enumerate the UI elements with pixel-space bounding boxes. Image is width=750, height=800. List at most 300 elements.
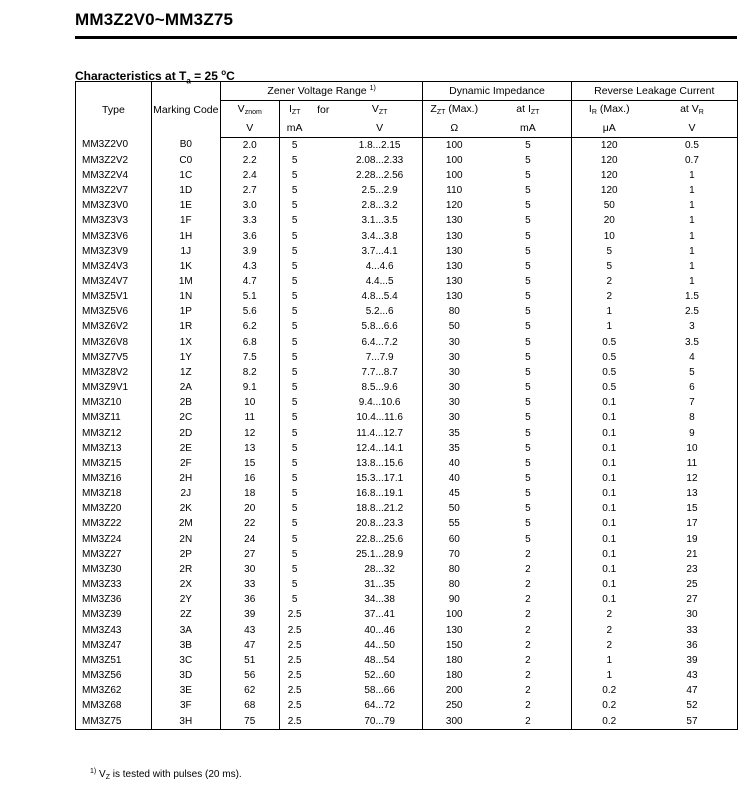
zzt-max-cell: 30 (423, 350, 485, 365)
izt-cell: 5 (279, 153, 310, 168)
table-row (76, 593, 738, 608)
type-cell: MM3Z56 (76, 668, 152, 683)
izt-cell: 5 (279, 396, 310, 411)
ir-max-cell: 0.1 (571, 593, 647, 608)
type-cell: MM3Z12 (76, 426, 152, 441)
izt-cell: 5 (279, 441, 310, 456)
at-vr-cell: 11 (647, 456, 738, 471)
vzt-range-cell: 48...54 (337, 653, 423, 668)
ir-max-cell: 0.2 (571, 684, 647, 699)
spacer-cell (310, 623, 337, 638)
table-row (76, 138, 738, 154)
footnote (90, 768, 242, 781)
marking-code-cell: 1P (151, 305, 220, 320)
at-vr-cell: 0.5 (647, 138, 738, 154)
characteristics-table (75, 81, 738, 730)
page-title: MM3Z2V0~MM3Z75 (75, 10, 234, 29)
table-row (76, 274, 738, 289)
spacer-cell (310, 335, 337, 350)
izt-cell: 5 (279, 335, 310, 350)
vz-nom-cell: 13 (220, 441, 279, 456)
at-vr-cell: 1 (647, 274, 738, 289)
marking-code-cell: 2Y (151, 593, 220, 608)
unit-vr: V (647, 119, 738, 138)
at-vr-cell: 1 (647, 259, 738, 274)
zzt-max-cell: 200 (423, 684, 485, 699)
ir-max-cell: 1 (571, 320, 647, 335)
ir-max-cell: 2 (571, 623, 647, 638)
spacer-cell (310, 714, 337, 730)
ir-max-cell: 0.1 (571, 502, 647, 517)
at-vr-cell: 2.5 (647, 305, 738, 320)
ir-max-cell: 2 (571, 274, 647, 289)
zzt-max-cell: 180 (423, 653, 485, 668)
marking-code-cell: 2X (151, 578, 220, 593)
marking-code-cell: 1R (151, 320, 220, 335)
type-cell: MM3Z75 (76, 714, 152, 730)
at-izt-cell: 2 (485, 653, 571, 668)
vzt-range-cell: 58...66 (337, 684, 423, 699)
ir-max-cell: 1 (571, 653, 647, 668)
ir-max-cell: 1 (571, 305, 647, 320)
table-row (76, 653, 738, 668)
vzt-range-cell: 52...60 (337, 668, 423, 683)
table-row (76, 456, 738, 471)
spacer-cell (310, 381, 337, 396)
at-izt-cell: 2 (485, 668, 571, 683)
spacer-cell (310, 638, 337, 653)
zzt-max-cell: 300 (423, 714, 485, 730)
vzt-range-cell: 8.5...9.6 (337, 381, 423, 396)
at-izt-cell: 5 (485, 532, 571, 547)
vz-nom-cell: 15 (220, 456, 279, 471)
vzt-range-cell: 10.4...11.6 (337, 411, 423, 426)
zzt-max-cell: 30 (423, 365, 485, 380)
ir-max-cell: 0.1 (571, 471, 647, 486)
ir-max-cell: 1 (571, 668, 647, 683)
marking-code-cell: 2M (151, 517, 220, 532)
at-izt-cell: 5 (485, 456, 571, 471)
table-row (76, 320, 738, 335)
table-row (76, 426, 738, 441)
vzt-range-cell: 13.8...15.6 (337, 456, 423, 471)
marking-code-cell: 1C (151, 168, 220, 183)
at-izt-cell: 5 (485, 411, 571, 426)
marking-code-cell: 2R (151, 562, 220, 577)
at-izt-cell: 5 (485, 517, 571, 532)
at-vr-cell: 39 (647, 653, 738, 668)
izt-cell: 2.5 (279, 638, 310, 653)
at-izt-cell: 5 (485, 350, 571, 365)
vz-nom-cell: 47 (220, 638, 279, 653)
type-cell: MM3Z15 (76, 456, 152, 471)
spacer-cell (310, 199, 337, 214)
zener-footnote-mark: 1) (369, 85, 376, 93)
at-vr-cell: 6 (647, 381, 738, 396)
vz-nom-cell: 56 (220, 668, 279, 683)
izt-cell: 5 (279, 381, 310, 396)
vz-nom-cell: 22 (220, 517, 279, 532)
type-cell: MM3Z6V2 (76, 320, 152, 335)
vz-nom-cell: 2.4 (220, 168, 279, 183)
vz-nom-cell: 24 (220, 532, 279, 547)
spacer-cell (310, 578, 337, 593)
table-row (76, 350, 738, 365)
izt-cell: 5 (279, 244, 310, 259)
heading-subscript: a (186, 76, 191, 86)
table-row (76, 290, 738, 305)
spacer-cell (310, 547, 337, 562)
table-row (76, 365, 738, 380)
zzt-max-cell: 30 (423, 335, 485, 350)
vzt-range-cell: 4.4...5 (337, 274, 423, 289)
type-cell: MM3Z6V8 (76, 335, 152, 350)
vzt-range-cell: 2.08...2.33 (337, 153, 423, 168)
type-cell: MM3Z4V7 (76, 274, 152, 289)
vzt-range-cell: 18.8...21.2 (337, 502, 423, 517)
at-vr-cell: 23 (647, 562, 738, 577)
table-row (76, 562, 738, 577)
izt-cell: 5 (279, 259, 310, 274)
spacer-cell (310, 305, 337, 320)
type-cell: MM3Z2V4 (76, 168, 152, 183)
vzt-range-cell: 31...35 (337, 578, 423, 593)
vzt-range-cell: 40...46 (337, 623, 423, 638)
marking-code-cell: B0 (151, 138, 220, 154)
ir-max-cell: 0.1 (571, 578, 647, 593)
zzt-max-cell: 45 (423, 487, 485, 502)
izt-cell: 2.5 (279, 623, 310, 638)
table-row (76, 259, 738, 274)
at-vr-cell: 3.5 (647, 335, 738, 350)
spacer-cell (310, 290, 337, 305)
izt-cell: 5 (279, 350, 310, 365)
vz-nom-cell: 9.1 (220, 381, 279, 396)
marking-code-cell: C0 (151, 153, 220, 168)
unit-vzt: V (337, 119, 423, 138)
vzt-range-cell: 5.8...6.6 (337, 320, 423, 335)
table-row (76, 396, 738, 411)
spacer-cell (310, 471, 337, 486)
table-row (76, 517, 738, 532)
spacer-cell (310, 593, 337, 608)
type-cell: MM3Z3V0 (76, 199, 152, 214)
at-izt-cell: 5 (485, 320, 571, 335)
zzt-max-cell: 100 (423, 153, 485, 168)
marking-code-cell: 2Z (151, 608, 220, 623)
izt-cell: 5 (279, 456, 310, 471)
marking-code-header: Marking Code (151, 82, 220, 138)
ir-max-cell: 0.1 (571, 487, 647, 502)
vzt-range-cell: 16.8...19.1 (337, 487, 423, 502)
zzt-max-cell: 80 (423, 305, 485, 320)
vzt-range-cell: 34...38 (337, 593, 423, 608)
ir-max-cell: 0.5 (571, 381, 647, 396)
vzt-range-cell: 11.4...12.7 (337, 426, 423, 441)
footnote-mark: 1) (90, 768, 97, 775)
at-vr-cell: 7 (647, 396, 738, 411)
zzt-max-cell: 100 (423, 138, 485, 154)
spacer-cell (310, 532, 337, 547)
spacer-cell (310, 456, 337, 471)
table-row (76, 305, 738, 320)
vz-nom-cell: 16 (220, 471, 279, 486)
table-row (76, 547, 738, 562)
type-cell: MM3Z11 (76, 411, 152, 426)
vzt-range-cell: 6.4...7.2 (337, 335, 423, 350)
ir-max-cell: 0.1 (571, 411, 647, 426)
zzt-max-cell: 130 (423, 259, 485, 274)
unit-at-izt: mA (485, 119, 571, 138)
vzt-range-cell: 3.7...4.1 (337, 244, 423, 259)
spacer-cell (310, 699, 337, 714)
at-vr-cell: 1 (647, 214, 738, 229)
unit-zzt: Ω (423, 119, 485, 138)
table-row (76, 487, 738, 502)
izt-cell: 5 (279, 365, 310, 380)
vzt-range-cell: 2.8...3.2 (337, 199, 423, 214)
spacer-cell (310, 244, 337, 259)
at-vr-cell: 15 (647, 502, 738, 517)
izt-cell: 5 (279, 593, 310, 608)
izt-cell: 2.5 (279, 684, 310, 699)
unit-spacer (310, 119, 337, 138)
izt-cell: 5 (279, 487, 310, 502)
zzt-header: $Z_{ZT}$ (Max.) (423, 101, 485, 120)
type-cell: MM3Z68 (76, 699, 152, 714)
vz-nom-cell: 8.2 (220, 365, 279, 380)
spacer-cell (310, 274, 337, 289)
marking-code-cell: 1J (151, 244, 220, 259)
marking-code-cell: 3D (151, 668, 220, 683)
at-izt-cell: 2 (485, 562, 571, 577)
spacer-cell (310, 259, 337, 274)
at-vr-cell: 10 (647, 441, 738, 456)
spacer-cell (310, 562, 337, 577)
zzt-max-cell: 110 (423, 183, 485, 198)
spacer-cell (310, 502, 337, 517)
marking-code-cell: 1M (151, 274, 220, 289)
zzt-max-cell: 130 (423, 214, 485, 229)
type-cell: MM3Z30 (76, 562, 152, 577)
table-row (76, 153, 738, 168)
ir-max-cell: 0.5 (571, 350, 647, 365)
at-vr-cell: 3 (647, 320, 738, 335)
spacer-cell (310, 138, 337, 154)
at-vr-cell: 1 (647, 183, 738, 198)
ir-max-cell: 10 (571, 229, 647, 244)
zzt-max-cell: 130 (423, 244, 485, 259)
marking-code-cell: 1Y (151, 350, 220, 365)
footnote-text: is tested with pulses (20 ms). (109, 769, 242, 780)
type-cell: MM3Z18 (76, 487, 152, 502)
ir-max-cell: 20 (571, 214, 647, 229)
vzt-range-cell: 4...4.6 (337, 259, 423, 274)
heading-unit: C (226, 69, 235, 83)
type-cell: MM3Z39 (76, 608, 152, 623)
ir-max-cell: 5 (571, 244, 647, 259)
type-cell: MM3Z36 (76, 593, 152, 608)
marking-code-cell: 2B (151, 396, 220, 411)
zzt-max-cell: 35 (423, 426, 485, 441)
at-izt-cell: 5 (485, 168, 571, 183)
spacer-cell (310, 517, 337, 532)
izt-cell: 2.5 (279, 608, 310, 623)
heading-degree: o (221, 68, 227, 77)
vz-nom-cell: 68 (220, 699, 279, 714)
type-cell: MM3Z13 (76, 441, 152, 456)
spacer-cell (310, 214, 337, 229)
table-row (76, 441, 738, 456)
zzt-max-cell: 150 (423, 638, 485, 653)
at-izt-cell: 5 (485, 274, 571, 289)
table-row (76, 229, 738, 244)
zzt-max-cell: 90 (423, 593, 485, 608)
ir-max-cell: 50 (571, 199, 647, 214)
marking-code-cell: 3B (151, 638, 220, 653)
table-row (76, 471, 738, 486)
vzt-range-cell: 15.3...17.1 (337, 471, 423, 486)
marking-code-cell: 2C (151, 411, 220, 426)
table-row (76, 532, 738, 547)
vz-nom-cell: 3.3 (220, 214, 279, 229)
type-cell: MM3Z5V6 (76, 305, 152, 320)
vzt-range-cell: 1.8...2.15 (337, 138, 423, 154)
vz-nom-cell: 51 (220, 653, 279, 668)
type-cell: MM3Z33 (76, 578, 152, 593)
spacer-cell (310, 320, 337, 335)
zzt-max-cell: 40 (423, 471, 485, 486)
type-cell: MM3Z5V1 (76, 290, 152, 305)
ir-max-cell: 5 (571, 259, 647, 274)
table-row (76, 699, 738, 714)
at-izt-cell: 2 (485, 638, 571, 653)
at-vr-cell: 1 (647, 244, 738, 259)
vz-nom-cell: 12 (220, 426, 279, 441)
at-vr-cell: 9 (647, 426, 738, 441)
vzt-range-cell: 44...50 (337, 638, 423, 653)
at-vr-cell: 19 (647, 532, 738, 547)
table-row (76, 381, 738, 396)
ir-max-cell: 0.2 (571, 699, 647, 714)
spacer-cell (310, 426, 337, 441)
ir-max-cell: 2 (571, 638, 647, 653)
type-cell: MM3Z43 (76, 623, 152, 638)
at-vr-cell: 25 (647, 578, 738, 593)
at-vr-cell: 17 (647, 517, 738, 532)
vz-nom-cell: 4.3 (220, 259, 279, 274)
ir-max-cell: 0.2 (571, 714, 647, 730)
table-row (76, 578, 738, 593)
marking-code-cell: 1H (151, 229, 220, 244)
type-cell: MM3Z10 (76, 396, 152, 411)
ir-max-cell: 0.1 (571, 562, 647, 577)
izt-cell: 5 (279, 199, 310, 214)
at-vr-cell: 4 (647, 350, 738, 365)
unit-ir: μA (571, 119, 647, 138)
vz-nom-cell: 3.0 (220, 199, 279, 214)
type-cell: MM3Z8V2 (76, 365, 152, 380)
footnote-sub: Z (105, 774, 110, 781)
at-izt-cell: 5 (485, 290, 571, 305)
at-vr-cell: 30 (647, 608, 738, 623)
marking-code-cell: 1K (151, 259, 220, 274)
marking-code-cell: 3H (151, 714, 220, 730)
at-izt-cell: 5 (485, 138, 571, 154)
zzt-max-cell: 55 (423, 517, 485, 532)
type-cell: MM3Z3V9 (76, 244, 152, 259)
izt-cell: 5 (279, 411, 310, 426)
izt-cell: 5 (279, 274, 310, 289)
spacer-cell (310, 684, 337, 699)
at-izt-cell: 2 (485, 547, 571, 562)
vzt-range-cell: 9.4...10.6 (337, 396, 423, 411)
vzt-range-cell: 3.4...3.8 (337, 229, 423, 244)
spacer-cell (310, 153, 337, 168)
ir-max-cell: 2 (571, 608, 647, 623)
vz-nom-cell: 6.2 (220, 320, 279, 335)
ir-max-cell: 0.1 (571, 517, 647, 532)
marking-code-cell: 2J (151, 487, 220, 502)
at-vr-cell: 1 (647, 168, 738, 183)
spacer-cell (310, 411, 337, 426)
table-row (76, 199, 738, 214)
vzt-range-cell: 12.4...14.1 (337, 441, 423, 456)
zzt-max-cell: 250 (423, 699, 485, 714)
ir-max-cell: 120 (571, 138, 647, 154)
at-izt-cell: 5 (485, 487, 571, 502)
marking-code-cell: 1F (151, 214, 220, 229)
marking-code-cell: 2E (151, 441, 220, 456)
at-vr-cell: 21 (647, 547, 738, 562)
ir-max-cell: 0.5 (571, 365, 647, 380)
type-header: Type (76, 82, 152, 138)
vz-nom-cell: 39 (220, 608, 279, 623)
at-vr-cell: 0.7 (647, 153, 738, 168)
vz-nom-cell: 18 (220, 487, 279, 502)
ir-max-cell: 0.5 (571, 335, 647, 350)
table-row (76, 714, 738, 730)
type-cell: MM3Z16 (76, 471, 152, 486)
vz-nom-cell: 36 (220, 593, 279, 608)
table-row (76, 244, 738, 259)
ir-max-cell: 0.1 (571, 396, 647, 411)
izt-cell: 5 (279, 547, 310, 562)
at-izt-cell: 2 (485, 593, 571, 608)
at-izt-cell: 2 (485, 684, 571, 699)
at-izt-cell: 5 (485, 365, 571, 380)
zzt-max-cell: 40 (423, 456, 485, 471)
for-label: for (317, 103, 330, 116)
vz-nom-cell: 3.9 (220, 244, 279, 259)
zener-voltage-range-header (220, 82, 423, 101)
marking-code-cell: 3F (151, 699, 220, 714)
marking-code-cell: 1Z (151, 365, 220, 380)
at-vr-cell: 1 (647, 199, 738, 214)
table-row (76, 608, 738, 623)
table-row (76, 502, 738, 517)
table-row (76, 214, 738, 229)
vzt-range-cell: 20.8...23.3 (337, 517, 423, 532)
table-row (76, 668, 738, 683)
marking-code-cell: 1E (151, 199, 220, 214)
at-vr-cell: 27 (647, 593, 738, 608)
at-vr-cell: 1.5 (647, 290, 738, 305)
at-izt-cell: 5 (485, 335, 571, 350)
at-vr-cell: 36 (647, 638, 738, 653)
type-cell: MM3Z22 (76, 517, 152, 532)
type-cell: MM3Z27 (76, 547, 152, 562)
